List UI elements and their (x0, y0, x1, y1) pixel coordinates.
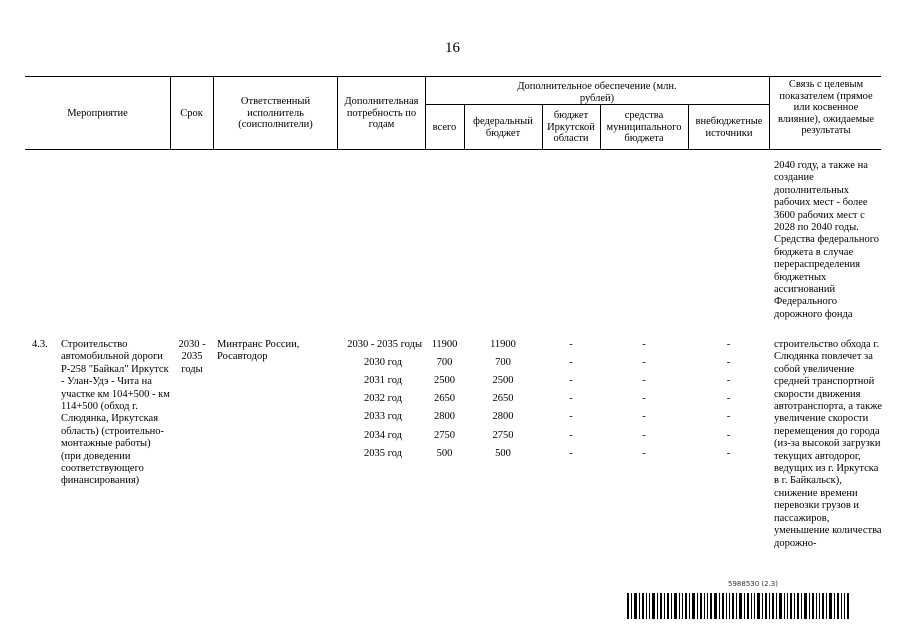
header-municipal: средства муниципального бюджета (606, 110, 682, 144)
row-municipal: - (642, 375, 646, 386)
row-year: 2031 год (364, 375, 402, 386)
barcode-caption: 5988530 (2.3) (728, 580, 778, 588)
item-event: Строительство автомобильной дороги Р-258 "Байкал" Иркутск - Улан-Удэ - Чита на участке км 104+500 - км 114+500 (обход г. Слюдянка, Иркутская область) (строительно-монтажные работы) (при доведении соответствующего финансирования) (61, 339, 170, 487)
funding-subheader-border (425, 104, 769, 105)
row-regional: - (569, 411, 573, 422)
col-divider-need (425, 76, 426, 149)
row-federal: 500 (495, 448, 511, 459)
col-divider-extrabudget (769, 76, 770, 149)
row-municipal: - (642, 393, 646, 404)
continuation-text: 2040 году, а также на создание дополнительных рабочих мест - более 3600 рабочих мест с 2028 по 2040 годы. Средства федерального бюджета в случае перераспределения бюджетных ассигнований Федерального дорожного фонда (774, 160, 879, 320)
row-federal: 2800 (492, 411, 514, 422)
item-executor: Минтранс России, Росавтодор (217, 339, 300, 363)
header-executor: Ответственный исполнитель (соисполнители) (238, 96, 313, 130)
row-federal: 700 (495, 357, 511, 368)
col-divider-period (213, 76, 214, 149)
row-extrabudget: - (726, 393, 731, 404)
row-extrabudget: - (726, 411, 731, 422)
header-period: Срок (180, 108, 203, 119)
item-period: 2030 - 2035 годы (178, 339, 206, 375)
row-extrabudget: - (726, 430, 731, 441)
row-regional: - (569, 393, 573, 404)
header-bottom-border (25, 149, 881, 150)
item-result: строительство обхода г. Слюдянка повлечет за собой увеличение средней транспортной скорости движения автотранспорта, а также увеличение скорости перемещения до города (из-за высокой загрузки текущих автодорог, ведущих из г. Иркутска в г. Байкальск), снижение времени перевозки грузов и пассажиров, уменьшение количества дорожно- (774, 339, 882, 549)
row-federal: 2650 (492, 393, 514, 404)
row-regional: - (569, 375, 573, 386)
table-top-border (25, 76, 881, 77)
col-divider-regional (600, 104, 601, 149)
col-divider-total (464, 104, 465, 149)
row-total: 2500 (434, 375, 455, 386)
row-total: 500 (436, 448, 453, 459)
row-year: 2034 год (364, 430, 402, 441)
row-total: 2750 (434, 430, 455, 441)
header-regional: бюджет Иркутской области (547, 110, 595, 144)
col-divider-municipal (688, 104, 689, 149)
row-year: 2030 год (364, 357, 402, 368)
row-municipal: - (642, 357, 646, 368)
row-federal: 2500 (492, 375, 514, 386)
row-extrabudget: - (726, 339, 731, 350)
header-event: Мероприятие (67, 108, 128, 119)
row-regional: - (569, 357, 573, 368)
barcode (627, 593, 877, 619)
row-year: 2035 год (364, 448, 402, 459)
item-number: 4.3. (32, 339, 48, 350)
row-extrabudget: - (726, 357, 731, 368)
row-municipal: - (642, 448, 646, 459)
row-municipal: - (642, 411, 646, 422)
header-federal: федеральный бюджет (473, 116, 533, 139)
row-regional: - (569, 339, 573, 350)
row-year: 2032 год (364, 393, 402, 404)
row-regional: - (569, 448, 573, 459)
row-regional: - (569, 430, 573, 441)
row-extrabudget: - (726, 448, 731, 459)
row-total: 2650 (434, 393, 455, 404)
header-funding-group: Дополнительное обеспечение (млн. рублей) (517, 81, 677, 104)
header-total: всего (432, 122, 457, 133)
row-total: 700 (436, 357, 453, 368)
row-total: 2800 (434, 411, 455, 422)
row-year: 2033 год (364, 411, 402, 422)
header-link: Связь с целевым показателем (прямое или косвенное влияние), ожидаемые результаты (777, 79, 875, 136)
row-municipal: - (642, 430, 646, 441)
header-need: Дополнительная потребность по годам (344, 96, 419, 130)
header-extrabudget: внебюджетные источники (695, 116, 763, 139)
row-total: 11900 (431, 339, 458, 350)
row-year: 2030 - 2035 годы (347, 339, 422, 350)
row-municipal: - (642, 339, 646, 350)
col-divider-executor (337, 76, 338, 149)
row-extrabudget: - (726, 375, 731, 386)
page-number: 16 (445, 40, 460, 56)
row-federal: 11900 (490, 339, 516, 350)
row-federal: 2750 (492, 430, 514, 441)
